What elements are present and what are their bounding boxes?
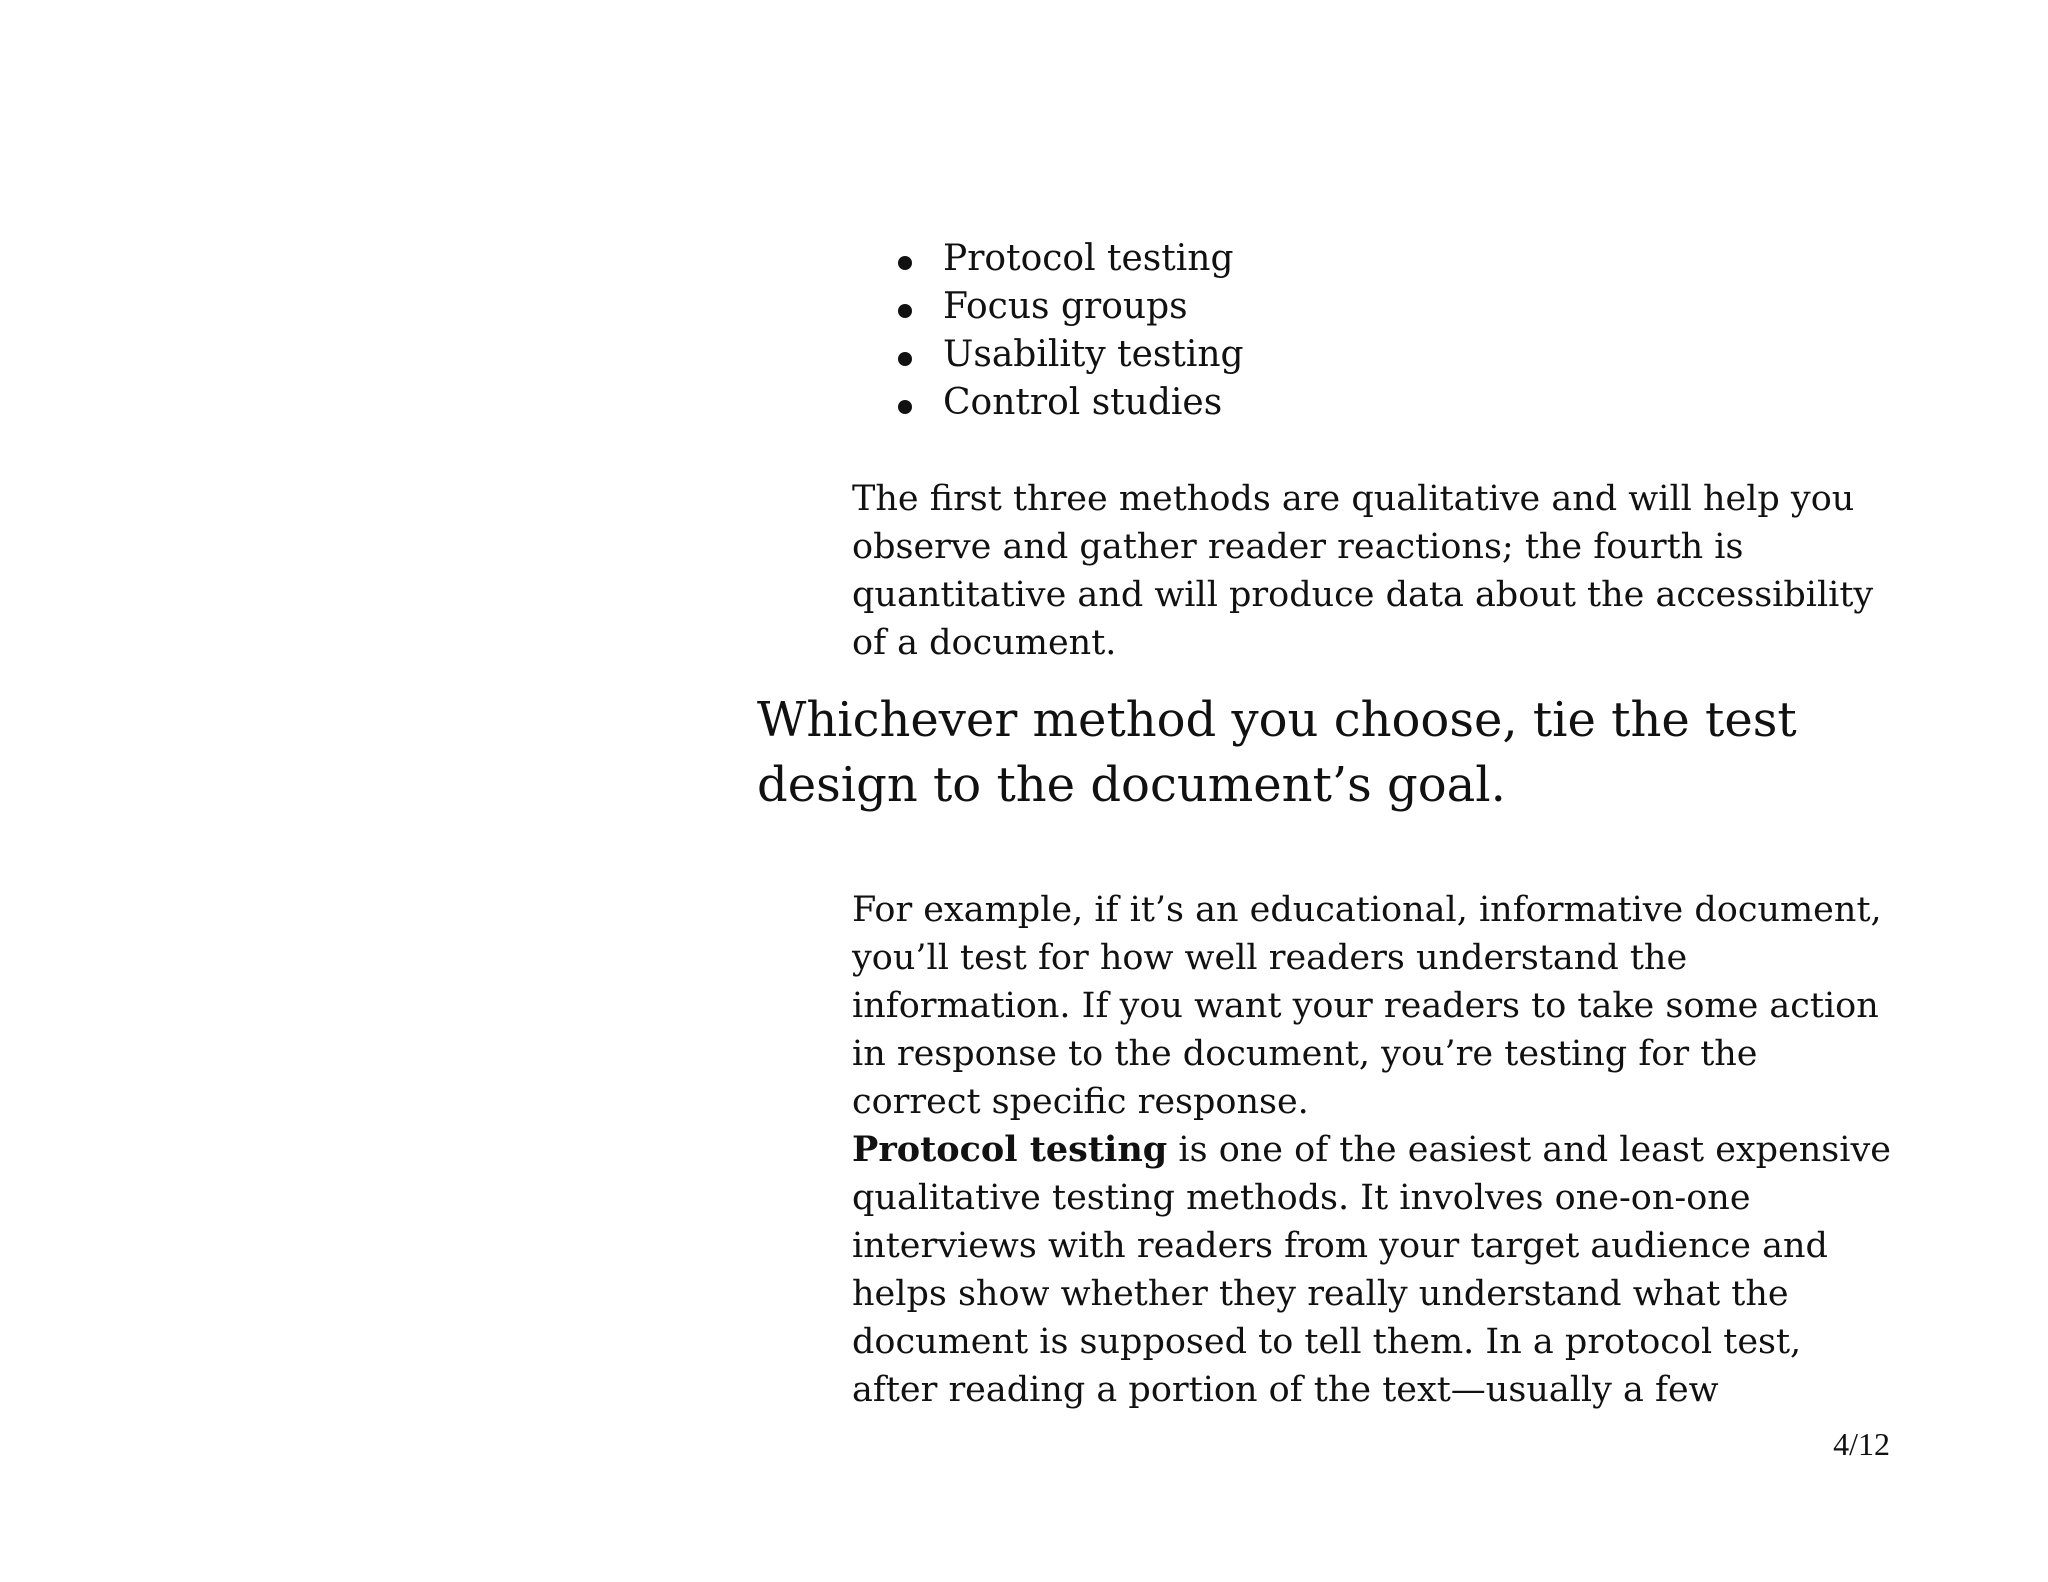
protocol-testing-paragraph bbox=[852, 1126, 1892, 1414]
bullet-icon bbox=[898, 256, 912, 270]
protocol-testing-description: is one of the easiest and least expensive qualitative testing methods. It involves one-on-one interviews with readers from your target audience and helps show whether they really understand what the document is supposed to tell them. In a protocol test, after reading a portion of the text—usually a few bbox=[852, 1130, 1891, 1410]
example-paragraph: For example, if it’s an educational, informative document, you’ll test for how well readers understand the information. If you want your readers to take some action in response to the document, you’re testing for the correct specific response. bbox=[852, 890, 1882, 1122]
testing-methods-list bbox=[898, 235, 1244, 427]
page-number: 4/12 bbox=[1833, 1426, 1890, 1462]
bullet-label: Protocol testing bbox=[943, 238, 1234, 279]
methods-summary-paragraph: The first three methods are qualitative and will help you observe and gather reader reactions; the fourth is quantitative and will produce data about the accessibility of a document. bbox=[852, 479, 1874, 663]
section-heading: Whichever method you choose, tie the test design to the document’s goal. bbox=[757, 692, 1797, 813]
bullet-item-control-studies bbox=[898, 379, 1244, 427]
bullet-item-protocol-testing bbox=[898, 235, 1244, 283]
protocol-testing-term: Protocol testing bbox=[852, 1129, 1168, 1170]
bullet-icon bbox=[898, 352, 912, 366]
bullet-item-usability-testing bbox=[898, 331, 1244, 379]
bullet-icon bbox=[898, 400, 912, 414]
bullet-label: Control studies bbox=[943, 382, 1223, 423]
bullet-label: Focus groups bbox=[943, 286, 1188, 327]
bullet-label: Usability testing bbox=[943, 334, 1244, 375]
bullet-icon bbox=[898, 304, 912, 318]
bullet-item-focus-groups bbox=[898, 283, 1244, 331]
